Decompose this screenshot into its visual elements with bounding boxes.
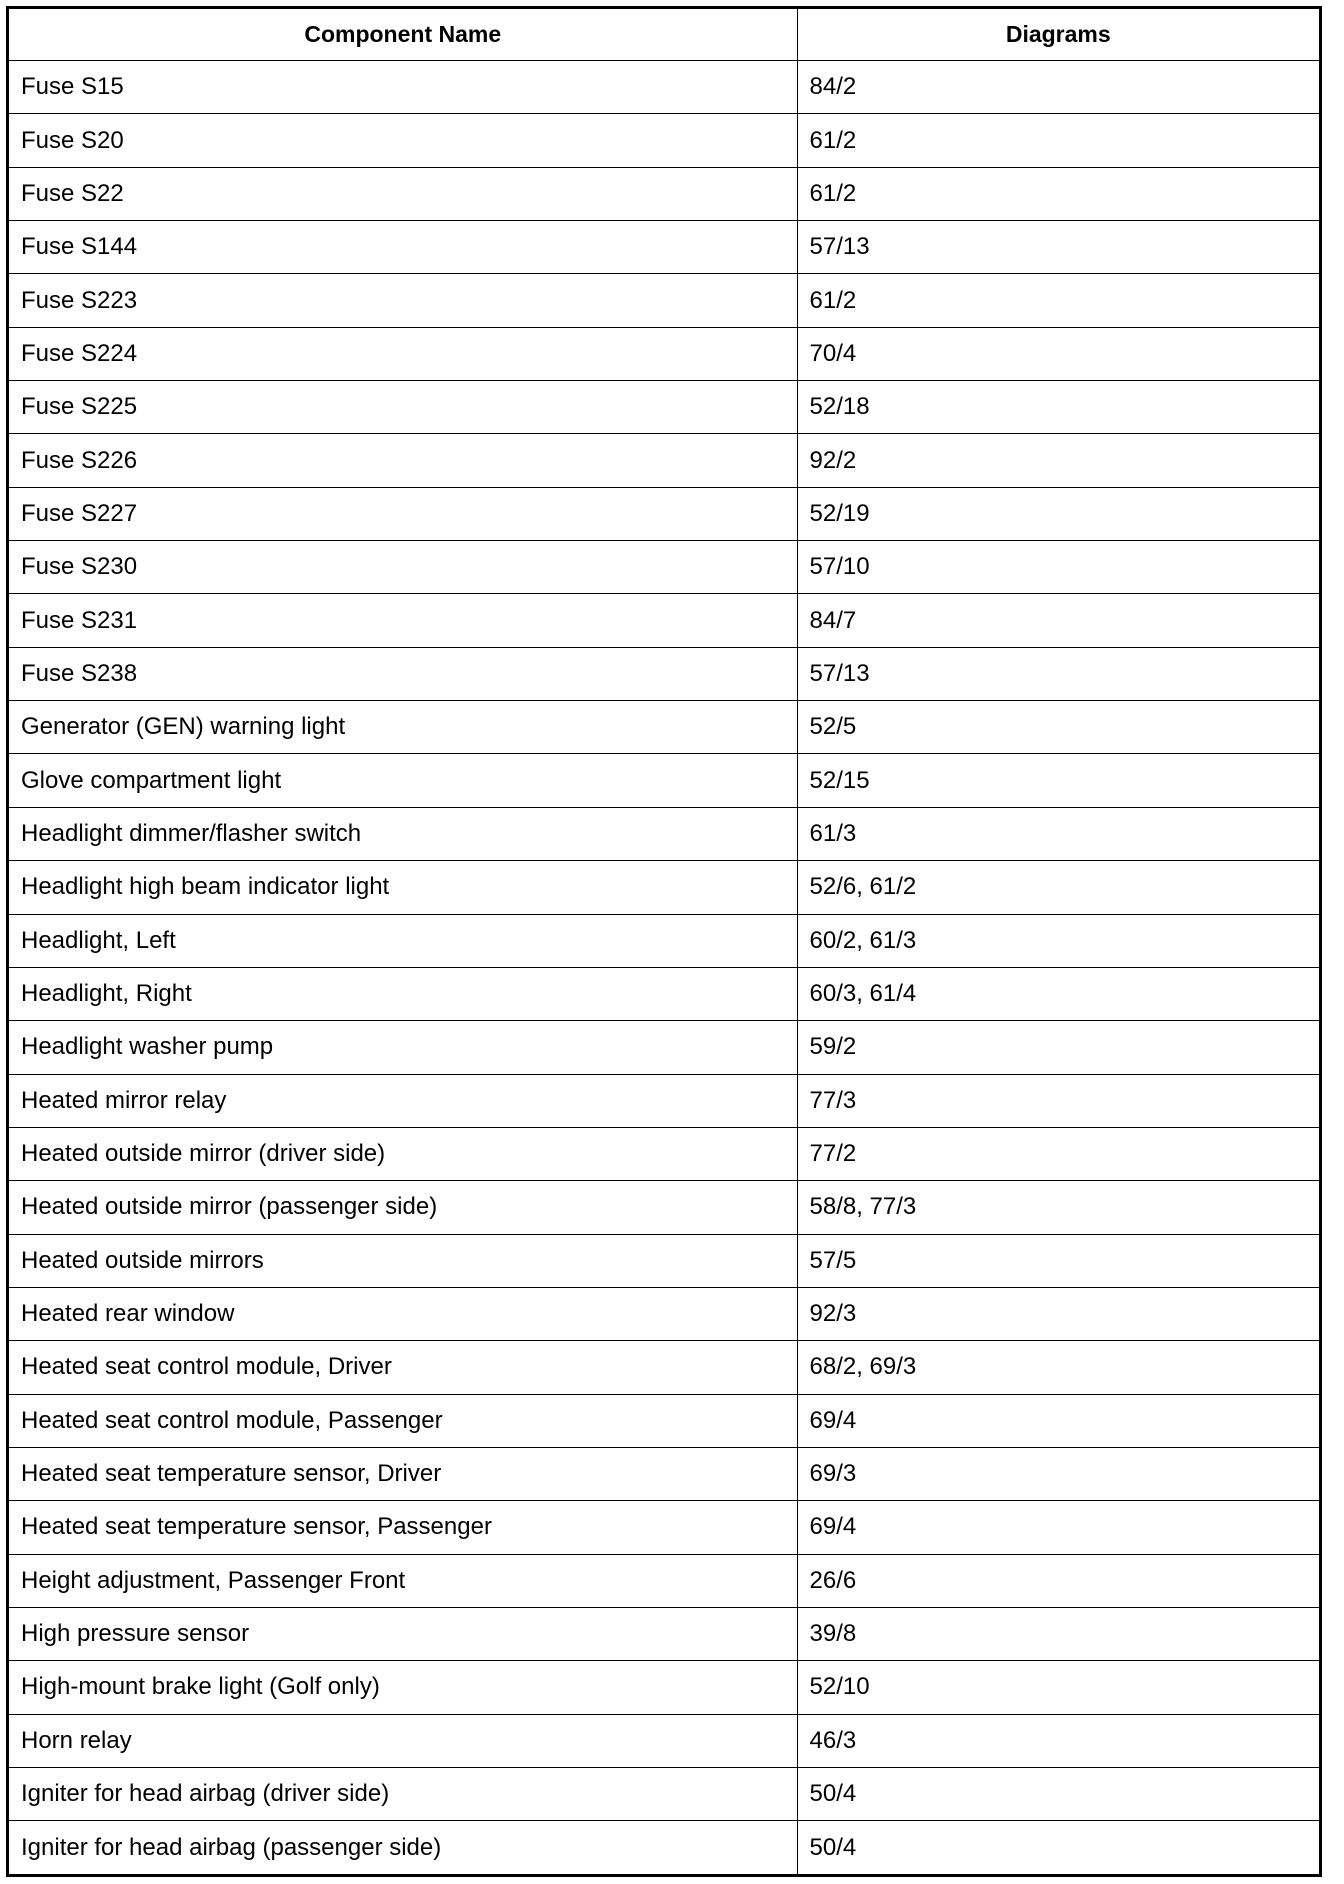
table-header-row	[9, 9, 1319, 61]
diagrams-cell: 92/2	[797, 434, 1319, 487]
diagrams-cell: 84/2	[797, 61, 1319, 114]
table-body	[9, 61, 1319, 1875]
component-name-cell: Headlight, Right	[9, 967, 797, 1020]
table-row	[9, 1554, 1319, 1607]
component-name-cell: Heated seat control module, Passenger	[9, 1394, 797, 1447]
component-name-cell: Generator (GEN) warning light	[9, 701, 797, 754]
table-row	[9, 754, 1319, 807]
table-row	[9, 487, 1319, 540]
component-name-cell: Headlight washer pump	[9, 1021, 797, 1074]
table-row	[9, 1341, 1319, 1394]
diagrams-cell: 70/4	[797, 327, 1319, 380]
component-name-cell: Heated outside mirror (passenger side)	[9, 1181, 797, 1234]
table-row	[9, 1127, 1319, 1180]
component-name-cell: Fuse S22	[9, 167, 797, 220]
diagrams-cell: 50/4	[797, 1768, 1319, 1821]
table-row	[9, 647, 1319, 700]
table-row	[9, 807, 1319, 860]
table-row	[9, 61, 1319, 114]
component-name-cell: Heated rear window	[9, 1287, 797, 1340]
component-name-cell: Headlight high beam indicator light	[9, 861, 797, 914]
diagrams-cell: 57/10	[797, 541, 1319, 594]
component-name-header: Component Name	[9, 9, 797, 61]
table-row	[9, 274, 1319, 327]
diagrams-cell: 52/5	[797, 701, 1319, 754]
component-name-cell: Heated outside mirrors	[9, 1234, 797, 1287]
table-row	[9, 967, 1319, 1020]
diagrams-cell: 69/4	[797, 1394, 1319, 1447]
table-row	[9, 1447, 1319, 1500]
diagrams-cell: 61/2	[797, 167, 1319, 220]
component-name-cell: Horn relay	[9, 1714, 797, 1767]
table-row	[9, 1181, 1319, 1234]
component-name-cell: Fuse S20	[9, 114, 797, 167]
diagrams-cell: 52/10	[797, 1661, 1319, 1714]
diagrams-cell: 50/4	[797, 1821, 1319, 1874]
component-name-cell: High-mount brake light (Golf only)	[9, 1661, 797, 1714]
component-name-cell: Fuse S230	[9, 541, 797, 594]
table-row	[9, 1821, 1319, 1874]
component-name-cell: Headlight, Left	[9, 914, 797, 967]
component-name-cell: Fuse S15	[9, 61, 797, 114]
diagrams-cell: 60/2, 61/3	[797, 914, 1319, 967]
table-row	[9, 1021, 1319, 1074]
table-row	[9, 701, 1319, 754]
diagrams-cell: 52/15	[797, 754, 1319, 807]
table-row	[9, 327, 1319, 380]
table-row	[9, 167, 1319, 220]
diagrams-cell: 69/3	[797, 1447, 1319, 1500]
table-row	[9, 381, 1319, 434]
diagrams-cell: 61/3	[797, 807, 1319, 860]
component-name-cell: Heated mirror relay	[9, 1074, 797, 1127]
table-row	[9, 541, 1319, 594]
table-row	[9, 1607, 1319, 1660]
diagrams-cell: 46/3	[797, 1714, 1319, 1767]
table-row	[9, 1661, 1319, 1714]
table-row	[9, 594, 1319, 647]
table-row	[9, 1501, 1319, 1554]
diagrams-cell: 68/2, 69/3	[797, 1341, 1319, 1394]
diagrams-cell: 77/3	[797, 1074, 1319, 1127]
table-row	[9, 221, 1319, 274]
diagrams-cell: 84/7	[797, 594, 1319, 647]
component-name-cell: Fuse S238	[9, 647, 797, 700]
component-name-cell: Heated seat temperature sensor, Driver	[9, 1447, 797, 1500]
component-name-cell: Igniter for head airbag (passenger side)	[9, 1821, 797, 1874]
table-row	[9, 114, 1319, 167]
component-name-cell: Fuse S227	[9, 487, 797, 540]
diagrams-cell: 60/3, 61/4	[797, 967, 1319, 1020]
diagrams-cell: 61/2	[797, 274, 1319, 327]
diagrams-cell: 26/6	[797, 1554, 1319, 1607]
component-name-cell: Glove compartment light	[9, 754, 797, 807]
diagrams-cell: 77/2	[797, 1127, 1319, 1180]
diagrams-cell: 69/4	[797, 1501, 1319, 1554]
diagrams-cell: 52/19	[797, 487, 1319, 540]
diagrams-cell: 52/6, 61/2	[797, 861, 1319, 914]
component-name-cell: Fuse S231	[9, 594, 797, 647]
component-name-cell: Height adjustment, Passenger Front	[9, 1554, 797, 1607]
component-name-cell: Heated seat control module, Driver	[9, 1341, 797, 1394]
component-index-sheet	[6, 6, 1322, 1877]
component-name-cell: High pressure sensor	[9, 1607, 797, 1660]
component-name-cell: Fuse S224	[9, 327, 797, 380]
diagrams-cell: 52/18	[797, 381, 1319, 434]
diagrams-header: Diagrams	[797, 9, 1319, 61]
table-row	[9, 434, 1319, 487]
table-row	[9, 1714, 1319, 1767]
diagrams-cell: 59/2	[797, 1021, 1319, 1074]
component-name-cell: Fuse S223	[9, 274, 797, 327]
component-name-cell: Fuse S144	[9, 221, 797, 274]
diagrams-cell: 57/13	[797, 647, 1319, 700]
diagrams-cell: 57/5	[797, 1234, 1319, 1287]
component-diagram-table	[9, 9, 1319, 1874]
table-row	[9, 1768, 1319, 1821]
diagrams-cell: 39/8	[797, 1607, 1319, 1660]
table-row	[9, 861, 1319, 914]
component-name-cell: Fuse S225	[9, 381, 797, 434]
component-name-cell: Fuse S226	[9, 434, 797, 487]
diagrams-cell: 57/13	[797, 221, 1319, 274]
diagrams-cell: 58/8, 77/3	[797, 1181, 1319, 1234]
component-name-cell: Heated seat temperature sensor, Passenger	[9, 1501, 797, 1554]
component-name-cell: Headlight dimmer/flasher switch	[9, 807, 797, 860]
table-row	[9, 1287, 1319, 1340]
table-row	[9, 1394, 1319, 1447]
component-name-cell: Igniter for head airbag (driver side)	[9, 1768, 797, 1821]
diagrams-cell: 61/2	[797, 114, 1319, 167]
table-row	[9, 914, 1319, 967]
table-row	[9, 1234, 1319, 1287]
table-row	[9, 1074, 1319, 1127]
component-name-cell: Heated outside mirror (driver side)	[9, 1127, 797, 1180]
diagrams-cell: 92/3	[797, 1287, 1319, 1340]
